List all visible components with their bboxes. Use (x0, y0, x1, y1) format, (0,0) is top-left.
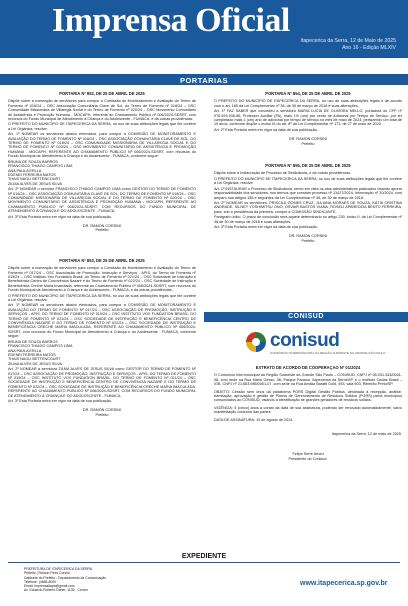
portaria-855-p6: Art. 3º Esta Portaria entra em vigor na data de sua publicação. (214, 224, 318, 229)
portaria-855-p4: Art. 2º NOMEAR os servidores, PRISCILA GOMES CRUZ, JULIANA MORAES DE SOUZA, KÁTIA CRISTINA ANDRADE, SILNEY YOSHIMITSU ONO, OSVAIR BASTOS VIANA, ROSELI APARECIDA BENTO FERREIRA, para, sob a presidência da primeira, compor a COMISSÃO SINDICANTE. (214, 200, 402, 214)
portaria-852-signature (8, 224, 196, 233)
signature-role: Prefeito (95, 412, 109, 417)
expediente-title: EXPEDIENTE (181, 553, 227, 560)
conisud-logo-text: conisud (270, 330, 340, 351)
signature-name: DR. RAMON CORSINI (82, 223, 122, 228)
portaria-853-p4: Art. 2º NOMEAR a servidora ZILMA ALVES DE JESUS SILVA como GESTOR DO TERMO DE FOMENTO Nº 017/24 – OSC ASSOCIAÇÃO DE PROMOÇÃO, INSTRUÇÃO E SERVIÇOS - APIS, DO TERMO DE FOMENTO Nº 019/24 – OSC INSTITUTO VOX FUNDATION BRASIL, DO TERMO DE FOMENTO Nº 021/24 – OSC SOCIEDADE DE INSTRUÇÃO E BENEFICÊNCIA CENTRO DE CONVIVÊNCIA NAZARÉ E DO TERMO DE FOMENTO Nº 022/24 – OSC SOCIEDADE DE INSTRUÇÃO E BENEFICÊNCIA CRECHE MARIA IMACULADA, REFERENTE AO CHAMAMENTO PÚBLICO Nº 006/2024-SDSRT, COM RECURSOS DO FUNDO MUNICIPAL DE ATENDIMENTO À CRIANÇA E DO ADOLESCENTE - FUMACA. (8, 367, 196, 398)
conisud-p4: DATA DE ASSINATURA: 19 de agosto de 2024. (214, 417, 294, 422)
portaria-854-p2: Art. 1º FAZ SABER que concedeu a servidora MARIA LUCIA DE OLIVEIRA MELLO, portadora do CPF nº 076.993.938-86, Professor Auxiliar (PA), mais 1% (um) por cento de Adicional por Tempo de Serviço, por ter completado mais 1 (um) ano de adicional por tempo de serviço no mês de maio de 2024, perfazendo um total de 19 anos, conforme dispõe o inciso IX do art. 8º da Lei Complementar nº 173, de 27 de maio de 2020. (214, 109, 402, 127)
portaria-852-p3: Art. 1º NOMEAR os servidores abaixo elencados, para compor a COMISSÃO DE MONITORAMENTO E AVALIAÇÃO DO TERMO DE FOMENTO Nº 016/24 – OSC ASSOCIAÇÃO COMUNITÁRIA CLAVE DE SOL, DO TERMO DE FOMENTO Nº 018/24 – OSC COMUNIDADE MISSIONÁRIA DE VILLAREGIA SOCIAL E DO TERMO DE FOMENTO Nº 020/24 – OSC MOVIMENTO COMUNITÁRIO DE ASSISTÊNCIA E PROMOÇÃO HUMANA - MOCAPH, REFERENTE AO CHAMAMENTO PÚBLICO Nº 006/2024-SDSRT, com recursos do Fundo Municipal de Atendimento à Criança e do Adolescente - FUMACA, conforme segue: (8, 132, 196, 159)
left-column (8, 92, 196, 542)
portaria-854-signature (214, 137, 402, 146)
conisud-signature (214, 452, 402, 461)
conisud-logo (246, 330, 386, 356)
portaria-853-name: ANA PAULA ERLLA (8, 348, 42, 353)
conisud-p2: OBJETO: Cessão sem ônus da plataforma PGRS Digital Gestão Pública, destinada à recepção, análise, tramitação, aprovação e gestão de Planos de Gerenciamento de Resíduos Sólidos (PGRS) pelos municípios consorciados ao CONISUD, visando à identificação de grandes geradores de resíduos sólidos. (214, 389, 402, 403)
portaria-852-p2: O PREFEITO DO MUNICÍPIO DE ITAPECERICA DA SERRA, no uso de suas atribuições legais que lhe confere a Lei Orgânica; resolve: (8, 122, 196, 131)
portaria-852-p4: Art. 2º NOMEAR o servidor FRANCISCO THIAGO CAMPOS LIMA como GESTOR DO TERMO DE FOMENTO Nº 016/24 – OSC ASSOCIAÇÃO COMUNITÁRIA CLAVE DE SOL, DO TERMO DE FOMENTO Nº 018/24 – OSC COMUNIDADE MISSIONÁRIA DE VILLAREGIA SOCIAL E DO TERMO DE FOMENTO Nº 020/24 – OSC MOVIMENTO COMUNITÁRIO DE ASSISTÊNCIA E PROMOÇÃO HUMANA - MOCAPH, REFERENTE AO CHAMAMENTO PÚBLICO Nº 006/2024-SDSRT, COM RECURSOS DO FUNDO MUNICIPAL DE ATENDIMENTO À CRIANÇA E DO ADOLESCENTE - FUMACA. (8, 187, 196, 214)
portaria-854-p1: O PREFEITO DO MUNICÍPIO DE ITAPECERICA DA SERRA, no uso de suas atribuições legais e de acordo com o art. 165 da Lei Complementar nº 36, de 30 de março de 2018 e suas alterações, (214, 99, 402, 108)
website-link[interactable]: www.itapecerica.sp.gov.br (300, 580, 388, 587)
expediente-rule (8, 562, 400, 563)
expediente-info (24, 567, 106, 593)
masthead (0, 0, 408, 58)
portaria-853-p1: Dispõe sobre a nomeação de servidores para compor a Comissão de Monitoramento e Avaliação do Termo de Fomento nº 017/24 – OSC Associação de Promoção, Instrução e Serviços - APIS, do Termo de Fomento nº 019/24 – OSC Instituto Vox Fundation Brasil, do Termo de Fomento nº 021/24 – OSC Sociedade de Instrução e Beneficência Centro de Convivência Nazaré e do Termo de Fomento nº 022/24 – OSC Sociedade de Instrução e Beneficência Creche Maria Imaculada, referente ao Chamamento Público nº 006/2024-SDSRT, com recursos do Fundo Municipal de Atendimento à Criança e do Adolescente - FUMACA, e dá outras providências. (8, 266, 196, 293)
portaria-853-name: THAIS NAGLI BETTENCOURT (8, 357, 61, 362)
masthead-title: Imprensa Oficial (52, 2, 290, 39)
expediente-header (0, 553, 408, 563)
portaria-853-p2: O PREFEITO DO MUNICÍPIO DE ITAPECERICA DA SERRA, no uso de suas atribuições legais que lhe confere a Lei Orgânica; resolve: (8, 293, 196, 303)
portaria-855-p3: Art. 1º INSTAURAR o Processo de Sindicância, tendo em vista os atos administrativos praticados visando apurar responsabilidade dos servidores, nos termos que constam processo nº 13427/2024, Informação nº 20/2024, com amparo nos artigos 155 e seguintes da Lei Complementar nº 36, de 30 de março de 2018. (214, 186, 402, 200)
portaria-852-names (8, 160, 196, 186)
signature-name: DR. RAMON CORSINI (288, 234, 328, 239)
conisud-emblem-icon (246, 332, 266, 352)
section-bar-portarias (0, 74, 408, 85)
expediente-line: Telefone: (4668-8000 (24, 579, 57, 584)
portaria-852-name: FRANCISCO THIAGO CAMPOS LIMA (8, 164, 73, 169)
portaria-853-name: ZILMA ALVES DE JESUS SILVA (8, 361, 62, 366)
portaria-853-name: EDENEI FERREIRA MATOS (8, 352, 56, 357)
section-label-portarias: PORTARIAS (179, 75, 229, 85)
portaria-852-name: BRUNA DE SOUZA BARROS (8, 159, 58, 164)
conisud-place-date: Itapecerica da Serra, 12 de maio de 2025. (331, 432, 402, 437)
expediente-line: Prefeito | Ramon Pires Corsini (24, 571, 70, 576)
portaria-855-p1: Dispõe sobre a Instauração de Processo de Sindicância, e dá outras providências. (214, 171, 352, 176)
portaria-853-name: FRANCISCO THIAGO CAMPOS LIMA (8, 344, 73, 349)
signature-name: DR. RAMON CORSINI (288, 137, 328, 142)
expediente-line: PREFEITURA DE ITAPECERICA DA SERRA (24, 567, 93, 571)
portaria-852-title: PORTARIA Nº 852, DE 25 DE ABRIL DE 2025 (59, 92, 145, 96)
portaria-855-signature (214, 234, 402, 243)
portaria-852-p5: Art. 3º Esta Portaria entra em vigor na data de sua publicação. (8, 214, 112, 219)
conisud-p3: VIGÊNCIA: 5 (cinco) anos a contar da data de sua assinatura, podendo ser renovado automaticamente, salvo manifestação contrária das partes. (214, 405, 402, 415)
portaria-853-p5: Art. 3º Esta Portaria entra em vigor na data de sua publicação. (8, 398, 112, 403)
portaria-854-title: PORTARIA Nº 854, DE 25 DE ABRIL DE 2025 (265, 92, 351, 96)
signature-role: Prefeito (95, 228, 109, 233)
signature-name: Felipe Serre Amed (292, 452, 324, 457)
conisud-logo-subtitle: CONSÓRCIO INTERMUNICIPAL DA REGIÃO SUDOESTE DA GRANDE SÃO PAULO (270, 351, 386, 355)
signature-role: Prefeito (301, 141, 315, 146)
signature-name: DR. RAMON CORSINI (82, 408, 122, 413)
portaria-853-p3: Art. 1º NOMEAR os servidores abaixo elencados, para compor a COMISSÃO DE MONITORAMENTO E AVALIAÇÃO DO TERMO DE FOMENTO Nº 017/24 – OSC ASSOCIAÇÃO DE PROMOÇÃO, INSTRUÇÃO E SERVIÇOS - APIS, DO TERMO DE FOMENTO Nº 019/24 – OSC INSTITUTO VOX FUNDATION BRASIL, DO TERMO DE FOMENTO Nº 021/24 – OSC SOCIEDADE DE INSTRUÇÃO E BENEFICÊNCIA CENTRO DE CONVIVÊNCIA NAZARÉ E DO TERMO DE FOMENTO Nº 022/24 – OSC SOCIEDADE DE INSTRUÇÃO E BENEFICÊNCIA CRECHE MARIA IMACULADA, REFERENTE AO CHAMAMENTO PÚBLICO Nº 006/2024-SDSRT, com recursos do Fundo Municipal de Atendimento à Criança e do Adolescente - FUMACA, conforme segue: (8, 303, 196, 339)
portaria-852-name: ANA PAULA ERLLA (8, 168, 42, 173)
section-bar-conisud (204, 312, 408, 322)
portaria-855-p2: O PREFEITO DO MUNICÍPIO DE ITAPECERICA DA SERRA, no uso de suas atribuições legais que lhe confere a Lei Orgânica; resolve: (214, 176, 402, 186)
portaria-853-names (8, 340, 196, 366)
portaria-853-name: BRUNA DE SOUZA BARROS (8, 339, 58, 344)
signature-role: Prefeito (301, 238, 315, 243)
masthead-info (301, 38, 396, 52)
portaria-852-name: ZILMA ALVES DE JESUS SILVA (8, 181, 62, 186)
expediente-line: Email: imprensaitapa@gmail.com (24, 584, 75, 589)
section-label-conisud: CONISUD (288, 313, 324, 320)
masthead-edition: Ano 16 - Edição MLXIV (342, 45, 396, 51)
right-column-conisud (214, 366, 402, 546)
portaria-852-name: THAIS NAGLI BETTENCOURT (8, 177, 61, 182)
right-column-top (214, 92, 402, 307)
portaria-853-signature (8, 408, 196, 417)
conisud-p1: O Consórcio Intermunicipal da Região Sudoeste da Grande São Paulo – CONISUD, CNPJ nº 05.031.343/0001-08, com sede na Rua Mário Gesso, 36, Parque Paraíso, Itapecerica da Serra/SP, e o Instituto Cedae Brasil – IGB, CNPJ nº 21.663.985/0001-07, com sede na Rua Amália Baratti Gold, 493, sala 503, Ribeirão Preto/SP. (214, 373, 402, 387)
portaria-852-name: EDENEI FERREIRA MATOS (8, 172, 56, 177)
conisud-extrato-title: EXTRATO DE ACORDO DE COOPERAÇÃO Nº 01/2024 (255, 366, 361, 370)
expediente-line: Gabinete do Prefeito - Departamento de Comunicação (24, 575, 106, 580)
portaria-855-p5: Parágrafo único. O prazo de conclusão será aquele determinado no artigo 230, inciso II, da Lei Complementar nº 36 de 30 de março de 2018 e suas alterações. (214, 215, 402, 224)
masthead-location-date: Itapecerica da Serra, 12 de Maio de 2025 (300, 38, 396, 44)
portaria-854-p3: Art. 2º Esta Portaria entra em vigor na data de sua publicação. (214, 127, 318, 132)
portaria-855-title: PORTARIA Nº 855, DE 25 DE ABRIL DE 2025 (265, 163, 351, 169)
signature-role: Presidente do Conisud. (288, 456, 328, 461)
portaria-852-p1: Dispõe sobre a nomeação de servidores para compor a Comissão de Monitoramento e Avaliação do Termo de Fomento nº 016/24 – OSC Associação Comunitária Clave de Sol, do Termo de Fomento nº 018/24 – OSC Comunidade Missionária de Villaregia Social e do Termo de Fomento nº 020/24 – OSC Movimento Comunitário de Assistência e Promoção Humana - MOCAPH, referente ao Chamamento Público nº 006/2024-SDSRT, com recursos do Fundo Municipal de Atendimento à Criança e do Adolescente - FUMACA, e dá outras providências. (8, 99, 196, 122)
expediente-line: Av. Eduardo Roberto Daher, 1135 - Centro (24, 588, 88, 593)
portaria-853-title: PORTARIA Nº 853, DE 25 DE ABRIL DE 2025 (59, 257, 145, 263)
